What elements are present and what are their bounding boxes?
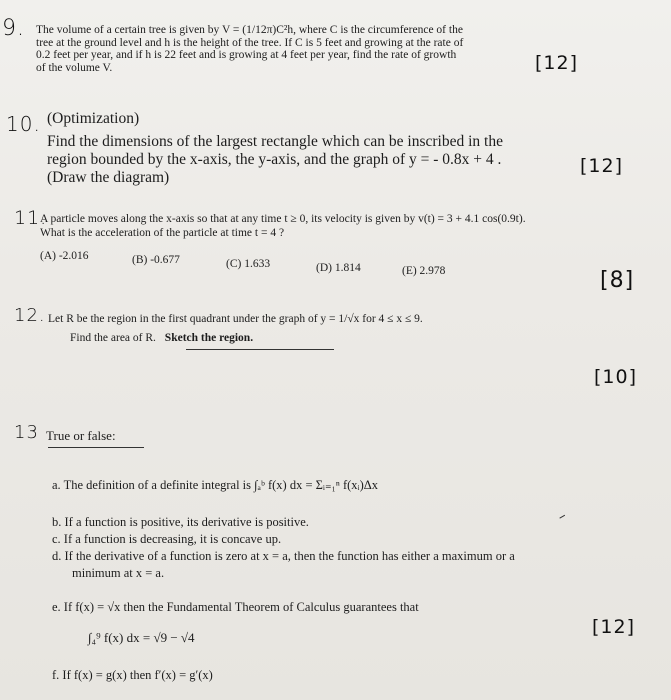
q12-line2b: Sketch the region. xyxy=(164,331,254,344)
q13-item-e1: e. If f(x) = √x then the Fundamental Theorem of Calculus guarantees that xyxy=(52,600,419,614)
q10-title: (Optimization) xyxy=(47,110,140,127)
q13-item-f: f. If f(x) = g(x) then f′(x) = g′(x) xyxy=(52,668,213,682)
q10-text xyxy=(47,110,567,187)
q13-score: [12] xyxy=(592,616,636,638)
q12-line2a: Find the area of R. xyxy=(70,331,156,344)
q11-option-d: (D) 1.814 xyxy=(316,262,361,274)
q12-line1: Let R be the region in the first quadrant under the graph of y = 1/√x for 4 ≤ x ≤ 9. xyxy=(48,313,423,325)
q13-item-e2: ∫₄⁹ f(x) dx = √9 − √4 xyxy=(88,630,195,645)
q11-score: [8] xyxy=(600,268,635,293)
q10-line2: region bounded by the x-axis, the y-axis, and the graph of y = - 0.8x + 4 . xyxy=(47,151,502,168)
q13-item-b: b. If a function is positive, its derivative is positive. xyxy=(52,515,309,529)
q11-number: 11. xyxy=(14,207,48,229)
q13-title-underline xyxy=(48,447,144,448)
q9-score: [12] xyxy=(535,52,579,74)
q11-text xyxy=(40,213,670,239)
q12-text xyxy=(48,313,568,344)
q11-option-e: (E) 2.978 xyxy=(402,265,446,277)
q13-title: True or false: xyxy=(46,428,116,443)
q13-number: 13 xyxy=(14,422,39,443)
q12-underline xyxy=(186,349,334,350)
q9-line4: of the volume V. xyxy=(36,61,113,74)
q11-option-c: (C) 1.633 xyxy=(226,258,271,270)
q13-item-a: a. The definition of a definite integral is ∫ₐᵇ f(x) dx = Σᵢ₌₁ⁿ f(xᵢ)Δx xyxy=(52,478,379,492)
q13-item-d1: d. If the derivative of a function is zero at x = a, then the function has either a maximum or a xyxy=(52,549,515,563)
q10-number: 10. xyxy=(6,112,41,136)
q10-line3: (Draw the diagram) xyxy=(47,169,170,186)
q12-score: [10] xyxy=(594,366,638,388)
q9-number: 9. xyxy=(2,16,25,41)
q12-number: 12. xyxy=(14,305,46,326)
q10-score: [12] xyxy=(580,155,624,177)
q11-option-a: (A) -2.016 xyxy=(40,250,89,262)
q10-line1: Find the dimensions of the largest rectangle which can be inscribed in the xyxy=(47,133,503,150)
q11-line1: A particle moves along the x-axis so that at any time t ≥ 0, its velocity is given by v(t) = 3 + 4.1 cos(0.9t). xyxy=(40,213,526,225)
q13-item-d2: minimum at x = a. xyxy=(72,566,165,580)
q13-item-c: c. If a function is decreasing, it is concave up. xyxy=(52,532,282,546)
q11-line2: What is the acceleration of the particle at time t = 4 ? xyxy=(40,226,285,239)
q11-option-b: (B) -0.677 xyxy=(132,254,180,266)
q9-line3: 0.2 feet per year, and if h is 22 feet and is growing at 4 feet per year, find the rate of growth xyxy=(36,49,457,61)
q9-line1: The volume of a certain tree is given by V = (1/12π)C²h, where C is the circumference of the xyxy=(36,24,463,36)
q9-text xyxy=(36,24,506,74)
q9-line2: tree at the ground level and h is the height of the tree. If C is 5 feet and growing at the rate of xyxy=(36,36,464,49)
